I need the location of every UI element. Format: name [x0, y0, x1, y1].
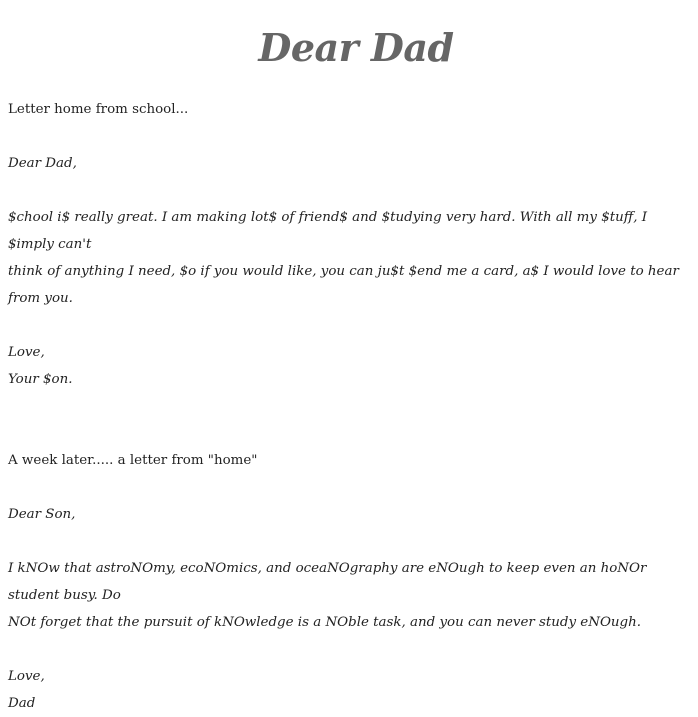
page-title: Dear Dad	[258, 25, 454, 70]
article-body	[8, 96, 696, 717]
letter2-signature: Dad	[8, 696, 36, 711]
letter2-intro: A week later..... a letter from "home"	[8, 453, 258, 468]
letter2-body-line1: I kNOw that astroNOmy, ecoNOmics, and oceaNOgraphy are eNOugh to keep even an hoNOr student busy. Do	[8, 561, 647, 603]
letter2-closing: Love,	[8, 669, 45, 684]
letter1-intro: Letter home from school...	[8, 102, 189, 117]
letter2-body-line2: NOt forget that the pursuit of kNOwledge is a NOble task, and you can never study eNOugh.	[8, 615, 642, 630]
letter1-body-line1: $chool i$ really great. I am making lot$ of friend$ and $tudying very hard. With all my $tuff, I $imply can't	[8, 210, 648, 252]
letter1-body-line2: think of anything I need, $o if you would like, you can ju$t $end me a card, a$ I would love to hear from you.	[8, 264, 679, 306]
letter1-closing: Love,	[8, 345, 45, 360]
letter2-salutation: Dear Son,	[8, 507, 76, 522]
letter1-signature: Your $on.	[8, 372, 73, 387]
letter1-salutation: Dear Dad,	[8, 156, 77, 171]
